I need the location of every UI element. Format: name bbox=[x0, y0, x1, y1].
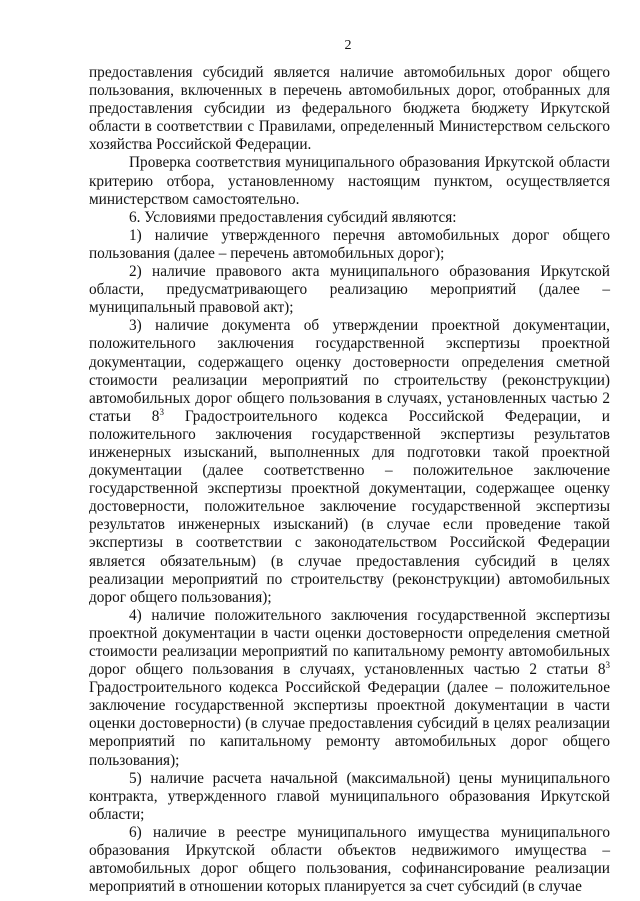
paragraph-condition-6: 6) наличие в реестре муниципального имущества муниципального образования Иркутской области объектов недвижимого имущества – автомобильных дорог общего пользования, софинансирование реализации мероприятий в отношении которых планируется за счет субсидий (в случае bbox=[89, 823, 610, 896]
paragraph-condition-2: 2) наличие правового акта муниципального образования Иркутской области, предусматривающего реализацию мероприятий (далее – муниципальный правовой акт); bbox=[89, 263, 610, 317]
paragraph-intro: предоставления субсидий является наличие автомобильных дорог общего пользования, включенных в перечень автомобильных дорог, отобранных для предоставления субсидии из федерального бюджета бюджету Иркутской области в соответствии с Правилами, определенный Министерством сельского хозяйства Российской Федерации. bbox=[89, 64, 610, 154]
paragraph-verification: Проверка соответствия муниципального образования Иркутской области критерию отбора, установленному настоящим пунктом, осуществляется министерством самостоятельно. bbox=[89, 154, 610, 208]
document-body bbox=[89, 64, 610, 896]
paragraph-condition-5: 5) наличие расчета начальной (максимальной) цены муниципального контракта, утвержденного главой муниципального образования Иркутской области; bbox=[89, 769, 610, 823]
paragraph-conditions-heading: 6. Условиями предоставления субсидий являются: bbox=[129, 208, 457, 226]
condition-4-superscript: 3 bbox=[605, 660, 610, 671]
condition-3-text-start: 3) наличие документа об утверждении проектной документации, положительного заключения государственной экспертизы проектной документации, содержащего оценку достоверности определения сметной стоимости реализации мероприятий по строительству (реконструкции) автомобильных дорог общего пользования в случаях, установленных частью 2 статьи 8 bbox=[89, 317, 610, 425]
condition-3-superscript: 3 bbox=[159, 406, 164, 417]
page-number: 2 bbox=[344, 38, 352, 53]
condition-4-text-end: Градостроительного кодекса Российской Федерации (далее – положительное заключение государственной экспертизы проектной документации в части оценки достоверности) (в случае предоставления субсидий в целях реализации мероприятий по капитальному ремонту автомобильных дорог общего пользования); bbox=[89, 679, 610, 769]
condition-4-text-start: 4) наличие положительного заключения государственной экспертизы проектной документации в части оценки достоверности определения сметной стоимости реализации мероприятий по капитальному ремонту автомобильных дорог общего пользования в случаях, установленных частью 2 статьи 8 bbox=[89, 606, 610, 679]
paragraph-condition-4 bbox=[89, 607, 610, 770]
condition-3-text-end: Градостроительного кодекса Российской Федерации, и положительного заключения государственной экспертизы результатов инженерных изысканий, выполненных для подготовки такой проектной документации (далее соответственно – положительное заключение государственной экспертизы проектной документации, содержащее оценку достоверности, положительное заключение государственной экспертизы результатов инженерных изысканий) (в случае если проведение такой экспертизы в соответствии с законодательством Российской Федерации является обязательным) (в случае предоставления субсидий в целях реализации мероприятий по строительству (реконструкции) автомобильных дорог общего пользования); bbox=[89, 407, 610, 606]
paragraph-condition-3 bbox=[89, 317, 610, 607]
paragraph-condition-1: 1) наличие утвержденного перечня автомобильных дорог общего пользования (далее – перечень автомобильных дорог); bbox=[89, 226, 610, 262]
